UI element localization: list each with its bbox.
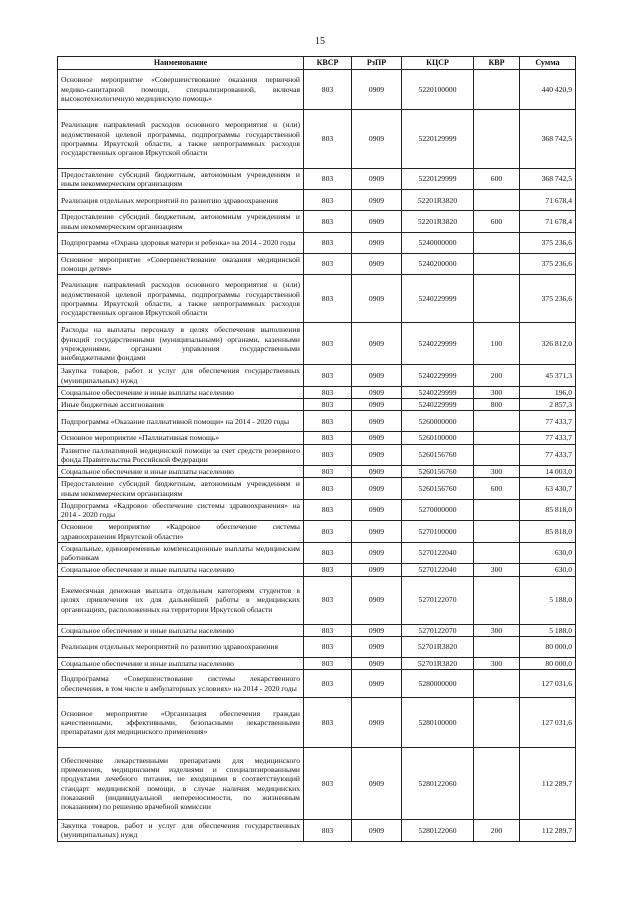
row-rzpr: 0909 — [352, 820, 402, 842]
row-kvr — [474, 698, 520, 748]
row-rzpr: 0909 — [352, 323, 402, 365]
row-kcsr: 5240200000 — [402, 253, 474, 275]
row-kvsr: 803 — [304, 657, 352, 669]
row-kcsr: 5280100000 — [402, 698, 474, 748]
row-sum: 71 678,4 — [520, 190, 576, 211]
row-kvr — [474, 521, 520, 543]
row-sum: 368 742,5 — [520, 168, 576, 190]
header-sum: Сумма — [520, 57, 576, 70]
row-sum: 368 742,5 — [520, 109, 576, 168]
row-kvsr: 803 — [304, 820, 352, 842]
row-kvsr: 803 — [304, 211, 352, 233]
row-rzpr: 0909 — [352, 466, 402, 478]
row-kvsr: 803 — [304, 69, 352, 109]
row-kvsr: 803 — [304, 386, 352, 398]
row-kvsr: 803 — [304, 432, 352, 444]
row-rzpr: 0909 — [352, 399, 402, 411]
row-kvsr: 803 — [304, 444, 352, 466]
row-sum: 77 433,7 — [520, 432, 576, 444]
row-kvr — [474, 275, 520, 323]
row-name: Реализация направлений расходов основного мероприятия и (или) ведомственной целевой программы, подпрограммы государственной программы Иркутской области, а также непрограммных расходов государственных органов Иркутской области — [58, 275, 304, 323]
row-kvr — [474, 253, 520, 275]
row-kcsr: 5240229999 — [402, 386, 474, 398]
table-row — [58, 69, 576, 109]
row-sum: 14 003,0 — [520, 466, 576, 478]
row-rzpr: 0909 — [352, 636, 402, 657]
row-kvr: 300 — [474, 564, 520, 576]
row-kvsr: 803 — [304, 190, 352, 211]
row-sum: 196,0 — [520, 386, 576, 398]
row-kcsr: 5270122070 — [402, 576, 474, 624]
row-kcsr: 5240229999 — [402, 275, 474, 323]
row-name: Социальные, единовременные компенсационные выплаты медицинским работникам — [58, 542, 304, 564]
row-rzpr: 0909 — [352, 521, 402, 543]
row-kcsr: 5220129999 — [402, 109, 474, 168]
row-sum: 80 000,0 — [520, 657, 576, 669]
table-row — [58, 564, 576, 576]
row-kvr — [474, 499, 520, 521]
table-row — [58, 365, 576, 387]
row-kvr — [474, 748, 520, 820]
row-sum: 630,0 — [520, 564, 576, 576]
row-name: Подпрограмма «Совершенствование системы лекарственного обеспечения, в том числе в амбулаторных условиях» на 2014 - 2020 годы — [58, 670, 304, 698]
row-kvr: 300 — [474, 624, 520, 636]
table-row — [58, 168, 576, 190]
header-name: Наименование — [58, 57, 304, 70]
row-sum: 326 812,0 — [520, 323, 576, 365]
row-sum: 85 818,0 — [520, 521, 576, 543]
row-name: Закупка товаров, работ и услуг для обеспечения государственных (муниципальных) нужд — [58, 820, 304, 842]
budget-table — [57, 56, 576, 842]
row-name: Основное мероприятие «Организация обеспечения граждан качественными, эффективными, безопасными лекарственными препаратами для медицинского применения» — [58, 698, 304, 748]
row-kvr: 600 — [474, 211, 520, 233]
row-sum: 112 289,7 — [520, 748, 576, 820]
table-row — [58, 432, 576, 444]
row-rzpr: 0909 — [352, 275, 402, 323]
table-row — [58, 478, 576, 500]
row-kvr: 600 — [474, 478, 520, 500]
row-kvsr: 803 — [304, 521, 352, 543]
row-kcsr: 5240000000 — [402, 232, 474, 253]
header-kvr: КВР — [474, 57, 520, 70]
row-kvsr: 803 — [304, 542, 352, 564]
table-row — [58, 521, 576, 543]
row-kcsr: 5270000000 — [402, 499, 474, 521]
row-sum: 5 188,0 — [520, 576, 576, 624]
row-kvsr: 803 — [304, 499, 352, 521]
row-kvsr: 803 — [304, 466, 352, 478]
row-name: Реализация отдельных мероприятий по развитию здравоохранения — [58, 636, 304, 657]
row-name: Предоставление субсидий бюджетным, автономным учреждениям и иным некоммерческим организациям — [58, 478, 304, 500]
row-rzpr: 0909 — [352, 444, 402, 466]
row-sum: 5 188,0 — [520, 624, 576, 636]
row-rzpr: 0909 — [352, 190, 402, 211]
row-sum: 77 433,7 — [520, 444, 576, 466]
row-sum: 77 433,7 — [520, 411, 576, 432]
row-rzpr: 0909 — [352, 670, 402, 698]
row-kcsr: 5220129999 — [402, 168, 474, 190]
table-row — [58, 698, 576, 748]
row-sum: 127 031,6 — [520, 698, 576, 748]
row-kcsr: 5270122040 — [402, 564, 474, 576]
row-kcsr: 5260156760 — [402, 478, 474, 500]
row-kvsr: 803 — [304, 624, 352, 636]
row-rzpr: 0909 — [352, 432, 402, 444]
row-sum: 375 236,6 — [520, 253, 576, 275]
row-kvr — [474, 636, 520, 657]
table-row — [58, 232, 576, 253]
row-kcsr: 5220100000 — [402, 69, 474, 109]
row-name: Развитие паллиативной медицинской помощи за счет средств резервного фонда Правительства Российской Федерации — [58, 444, 304, 466]
row-kvr: 300 — [474, 657, 520, 669]
row-kcsr: 5280122060 — [402, 748, 474, 820]
row-name: Реализация направлений расходов основного мероприятия и (или) ведомственной целевой программы, подпрограммы государственной программы Иркутской области, а также непрограммных расходов государственных органов Иркутской области — [58, 109, 304, 168]
row-kcsr: 5270100000 — [402, 521, 474, 543]
row-sum: 71 678,4 — [520, 211, 576, 233]
row-kvsr: 803 — [304, 232, 352, 253]
row-name: Социальное обеспечение и иные выплаты населению — [58, 386, 304, 398]
row-sum: 127 031,6 — [520, 670, 576, 698]
row-name: Подпрограмма «Оказание паллиативной помощи» на 2014 - 2020 годы — [58, 411, 304, 432]
table-row — [58, 499, 576, 521]
row-kcsr: 5270122040 — [402, 542, 474, 564]
row-rzpr: 0909 — [352, 698, 402, 748]
table-row — [58, 323, 576, 365]
row-sum: 440 420,9 — [520, 69, 576, 109]
row-kvr — [474, 109, 520, 168]
row-kvr: 600 — [474, 168, 520, 190]
row-sum: 112 289,7 — [520, 820, 576, 842]
table-row — [58, 636, 576, 657]
header-rzpr: РзПР — [352, 57, 402, 70]
row-kvr: 200 — [474, 820, 520, 842]
row-sum: 63 430,7 — [520, 478, 576, 500]
row-name: Подпрограмма «Охрана здоровья матери и ребенка» на 2014 - 2020 годы — [58, 232, 304, 253]
row-kvsr: 803 — [304, 564, 352, 576]
row-kvr — [474, 411, 520, 432]
table-row — [58, 670, 576, 698]
row-kvr — [474, 190, 520, 211]
row-kcsr: 5260000000 — [402, 411, 474, 432]
row-name: Основное мероприятие «Паллиативная помощь» — [58, 432, 304, 444]
row-name: Реализация отдельных мероприятий по развитию здравоохранения — [58, 190, 304, 211]
row-kvr — [474, 432, 520, 444]
row-kvr — [474, 444, 520, 466]
row-kcsr: 5240229999 — [402, 399, 474, 411]
table-row — [58, 576, 576, 624]
table-row — [58, 190, 576, 211]
table-row — [58, 275, 576, 323]
row-kcsr: 52201R3820 — [402, 190, 474, 211]
row-kcsr: 5280000000 — [402, 670, 474, 698]
row-kcsr: 5270122070 — [402, 624, 474, 636]
row-kvr — [474, 69, 520, 109]
table-row — [58, 253, 576, 275]
row-kvsr: 803 — [304, 670, 352, 698]
row-rzpr: 0909 — [352, 386, 402, 398]
row-rzpr: 0909 — [352, 624, 402, 636]
row-sum: 80 000,0 — [520, 636, 576, 657]
row-kvr — [474, 576, 520, 624]
row-kvsr: 803 — [304, 411, 352, 432]
row-kvr: 100 — [474, 323, 520, 365]
table-row — [58, 109, 576, 168]
row-name: Расходы на выплаты персоналу в целях обеспечения выполнения функций государственными (муниципальными) органами, казенными учреждениями, органами управления государственными внебюджетными фондами — [58, 323, 304, 365]
row-rzpr: 0909 — [352, 478, 402, 500]
row-rzpr: 0909 — [352, 211, 402, 233]
header-kcsr: КЦСР — [402, 57, 474, 70]
row-kcsr: 5240229999 — [402, 365, 474, 387]
row-name: Социальное обеспечение и иные выплаты населению — [58, 624, 304, 636]
row-name: Основное мероприятие «Совершенствование оказания медицинской помощи детям» — [58, 253, 304, 275]
row-sum: 375 236,6 — [520, 275, 576, 323]
row-kvr: 800 — [474, 399, 520, 411]
row-kvsr: 803 — [304, 576, 352, 624]
row-name: Закупка товаров, работ и услуг для обеспечения государственных (муниципальных) нужд — [58, 365, 304, 387]
row-name: Ежемесячная денежная выплата отдельным категориям студентов в целях привлечения их для дальнейшей работы в медицинских организациях, расположенных на территории Иркутской области — [58, 576, 304, 624]
row-name: Предоставление субсидий бюджетным, автономным учреждениям и иным некоммерческим организациям — [58, 211, 304, 233]
page-number: 15 — [315, 36, 325, 47]
row-rzpr: 0909 — [352, 365, 402, 387]
row-name: Основное мероприятие «Совершенствование оказания первичной медико-санитарной помощи, специализированной, включая высокотехнологичную медицинскую помощь» — [58, 69, 304, 109]
row-rzpr: 0909 — [352, 411, 402, 432]
row-name: Предоставление субсидий бюджетным, автономным учреждениям и иным некоммерческим организациям — [58, 168, 304, 190]
row-name: Социальное обеспечение и иные выплаты населению — [58, 564, 304, 576]
row-rzpr: 0909 — [352, 564, 402, 576]
row-name: Социальное обеспечение и иные выплаты населению — [58, 466, 304, 478]
row-rzpr: 0909 — [352, 748, 402, 820]
row-name: Подпрограмма «Кадровое обеспечение системы здравоохранения» на 2014 - 2020 годы — [58, 499, 304, 521]
row-kvr: 200 — [474, 365, 520, 387]
row-kcsr: 5280122060 — [402, 820, 474, 842]
row-kvsr: 803 — [304, 323, 352, 365]
row-name: Основное мероприятие «Кадровое обеспечение системы здравоохранения Иркутской области» — [58, 521, 304, 543]
row-kvr: 300 — [474, 386, 520, 398]
row-kvsr: 803 — [304, 399, 352, 411]
row-kvsr: 803 — [304, 478, 352, 500]
row-kcsr: 5260156760 — [402, 466, 474, 478]
row-kcsr: 52701R3820 — [402, 657, 474, 669]
row-kvsr: 803 — [304, 748, 352, 820]
row-kvr — [474, 232, 520, 253]
table-row — [58, 211, 576, 233]
row-kvr — [474, 670, 520, 698]
row-kvsr: 803 — [304, 365, 352, 387]
row-sum: 375 236,6 — [520, 232, 576, 253]
row-sum: 2 857,3 — [520, 399, 576, 411]
row-sum: 85 818,0 — [520, 499, 576, 521]
table-row — [58, 657, 576, 669]
table-row — [58, 624, 576, 636]
table-row — [58, 411, 576, 432]
row-kvsr: 803 — [304, 253, 352, 275]
row-kvsr: 803 — [304, 698, 352, 748]
row-rzpr: 0909 — [352, 69, 402, 109]
table-header-row — [58, 57, 576, 70]
row-kcsr: 52201R3820 — [402, 211, 474, 233]
header-kvsr: КВСР — [304, 57, 352, 70]
row-kcsr: 5260100000 — [402, 432, 474, 444]
row-rzpr: 0909 — [352, 168, 402, 190]
row-kcsr: 52701R3820 — [402, 636, 474, 657]
row-rzpr: 0909 — [352, 576, 402, 624]
table-row — [58, 386, 576, 398]
row-sum: 45 371,3 — [520, 365, 576, 387]
row-kvsr: 803 — [304, 275, 352, 323]
row-rzpr: 0909 — [352, 542, 402, 564]
row-kcsr: 5240229999 — [402, 323, 474, 365]
row-name: Обеспечение лекарственными препаратами для медицинского применения, медицинскими изделиями и специализированными продуктами лечебного питания, не входящими в соответствующий стандарт медицинской помощи, в случае наличия медицинских показаний (индивидуальной непереносимости, по жизненным показаниям) по решению врачебной комиссии — [58, 748, 304, 820]
table-row — [58, 820, 576, 842]
table-row — [58, 542, 576, 564]
row-rzpr: 0909 — [352, 253, 402, 275]
row-kvr — [474, 542, 520, 564]
row-rzpr: 0909 — [352, 657, 402, 669]
table-row — [58, 466, 576, 478]
row-kvsr: 803 — [304, 636, 352, 657]
row-rzpr: 0909 — [352, 499, 402, 521]
table-row — [58, 399, 576, 411]
row-rzpr: 0909 — [352, 109, 402, 168]
table-row — [58, 748, 576, 820]
row-name: Иные бюджетные ассигнования — [58, 399, 304, 411]
row-kvr: 300 — [474, 466, 520, 478]
row-rzpr: 0909 — [352, 232, 402, 253]
row-kcsr: 5260156760 — [402, 444, 474, 466]
row-kvsr: 803 — [304, 168, 352, 190]
row-name: Социальное обеспечение и иные выплаты населению — [58, 657, 304, 669]
row-kvsr: 803 — [304, 109, 352, 168]
row-sum: 630,0 — [520, 542, 576, 564]
table-row — [58, 444, 576, 466]
